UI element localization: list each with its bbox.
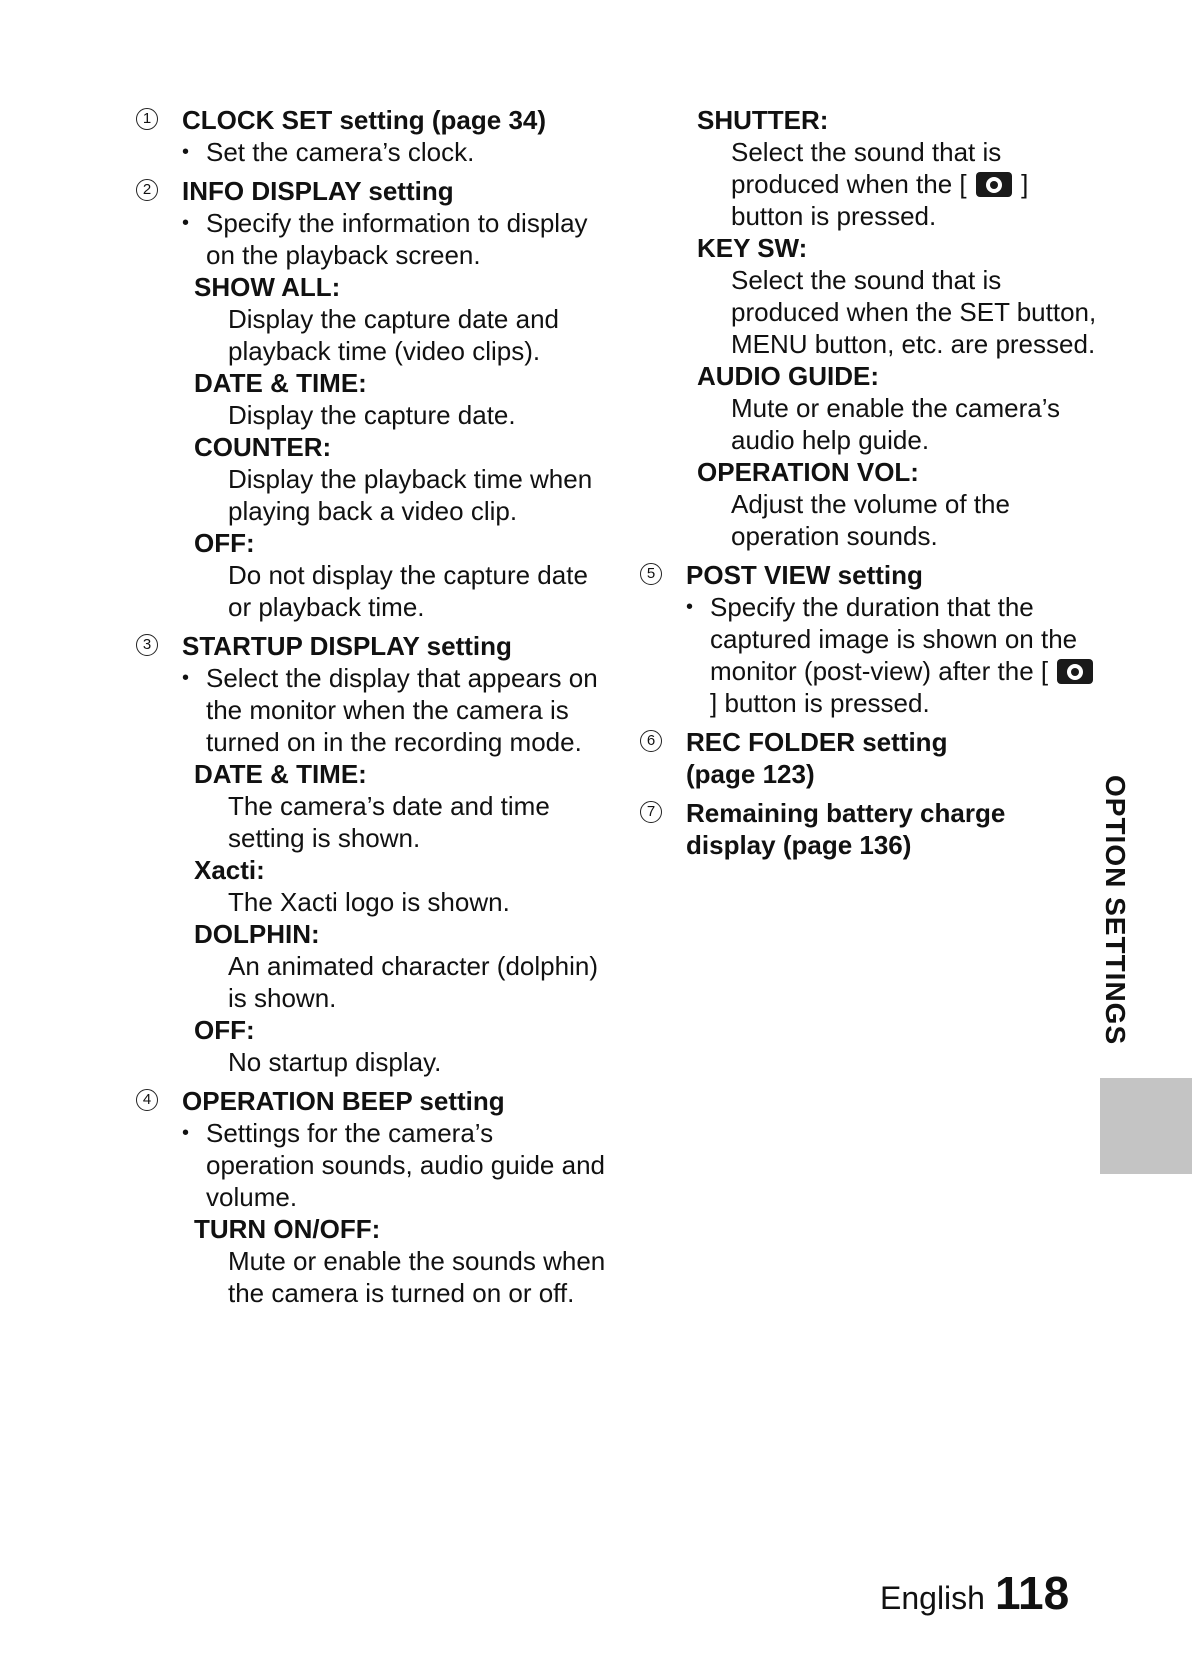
term-label: SHOW ALL: xyxy=(194,272,341,302)
section-operation-beep xyxy=(136,1085,606,1309)
bullet-text: • Settings for the camera’s operation sounds, audio guide and volume. xyxy=(182,1117,606,1213)
term-label: AUDIO GUIDE: xyxy=(697,361,879,391)
side-tab-marker xyxy=(1100,1078,1192,1174)
number-badge: 6 xyxy=(640,730,662,752)
term-label: OFF: xyxy=(194,528,255,558)
section-title: CLOCK SET setting (page 34) xyxy=(182,105,547,135)
section-title: INFO DISPLAY setting xyxy=(182,176,454,206)
section-info-display xyxy=(136,175,606,623)
desc-text: ] button is pressed. xyxy=(731,169,1029,231)
term-description: No startup display. xyxy=(228,1047,442,1077)
term-description: Display the capture date. xyxy=(228,400,516,430)
term-description: Adjust the volume of the operation sounds. xyxy=(731,489,1010,551)
desc-text: Select the sound that is produced when the [ xyxy=(731,137,1002,199)
number-badge: 1 xyxy=(136,108,158,130)
section-title-page-ref: display (page 136) xyxy=(686,830,912,860)
term-label: OPERATION VOL: xyxy=(697,457,919,487)
term-label: DOLPHIN: xyxy=(194,919,320,949)
section-title-page-ref: (page 123) xyxy=(686,759,815,789)
section-title: Remaining battery charge xyxy=(686,798,1006,828)
number-badge: 7 xyxy=(640,801,662,823)
camera-icon xyxy=(1057,659,1093,684)
term-description: Do not display the capture date or playback time. xyxy=(228,560,588,622)
term-label: Xacti: xyxy=(194,855,265,885)
term-label: KEY SW: xyxy=(697,233,808,263)
number-badge: 4 xyxy=(136,1089,158,1111)
term-description: The camera’s date and time setting is shown. xyxy=(228,791,550,853)
section-startup-display xyxy=(136,630,606,1078)
right-column xyxy=(640,104,1100,868)
term-description xyxy=(640,136,1100,232)
term-description: Mute or enable the camera’s audio help guide. xyxy=(731,393,1061,455)
term-label: OFF: xyxy=(194,1015,255,1045)
term-description: The Xacti logo is shown. xyxy=(228,887,510,917)
section-rec-folder xyxy=(640,726,1100,790)
page-footer xyxy=(880,1568,1069,1623)
term-description: An animated character (dolphin) is shown. xyxy=(228,951,598,1013)
section-battery-display xyxy=(640,797,1100,861)
term-label: COUNTER: xyxy=(194,432,332,462)
section-title: POST VIEW setting xyxy=(686,560,923,590)
bullet-text: • Select the display that appears on the monitor when the camera is turned on in the recording mode. xyxy=(182,662,606,758)
section-clock-set xyxy=(136,104,606,168)
bullet-text: • Set the camera’s clock. xyxy=(182,136,606,168)
number-badge: 5 xyxy=(640,563,662,585)
page-number: 118 xyxy=(994,1567,1070,1619)
section-title: OPERATION BEEP setting xyxy=(182,1086,505,1116)
term-label: TURN ON/OFF: xyxy=(194,1214,381,1244)
side-tab-label: OPTION SETTINGS xyxy=(1100,775,1131,1046)
number-badge: 2 xyxy=(136,179,158,201)
section-post-view xyxy=(640,559,1100,719)
bullet-text-part: ] button is pressed. xyxy=(710,688,930,718)
bullet-text xyxy=(686,591,1100,719)
bullet-text-part: Specify the duration that the captured image is shown on the monitor (post-view) after the [ xyxy=(710,592,1078,686)
footer-language: English xyxy=(880,1580,985,1616)
left-column xyxy=(136,104,606,1316)
camera-icon xyxy=(976,172,1012,197)
number-badge: 3 xyxy=(136,634,158,656)
bullet-text: • Specify the information to display on the playback screen. xyxy=(182,207,606,271)
term-label: DATE & TIME: xyxy=(194,368,367,398)
section-title: REC FOLDER setting xyxy=(686,727,948,757)
term-label: DATE & TIME: xyxy=(194,759,367,789)
section-title: STARTUP DISPLAY setting xyxy=(182,631,512,661)
term-label: SHUTTER: xyxy=(697,105,829,135)
term-description: Display the playback time when playing back a video clip. xyxy=(228,464,593,526)
term-description: Display the capture date and playback time (video clips). xyxy=(228,304,559,366)
term-description: Select the sound that is produced when the SET button, MENU button, etc. are pressed. xyxy=(731,265,1097,359)
term-description: Mute or enable the sounds when the camera is turned on or off. xyxy=(228,1246,606,1308)
